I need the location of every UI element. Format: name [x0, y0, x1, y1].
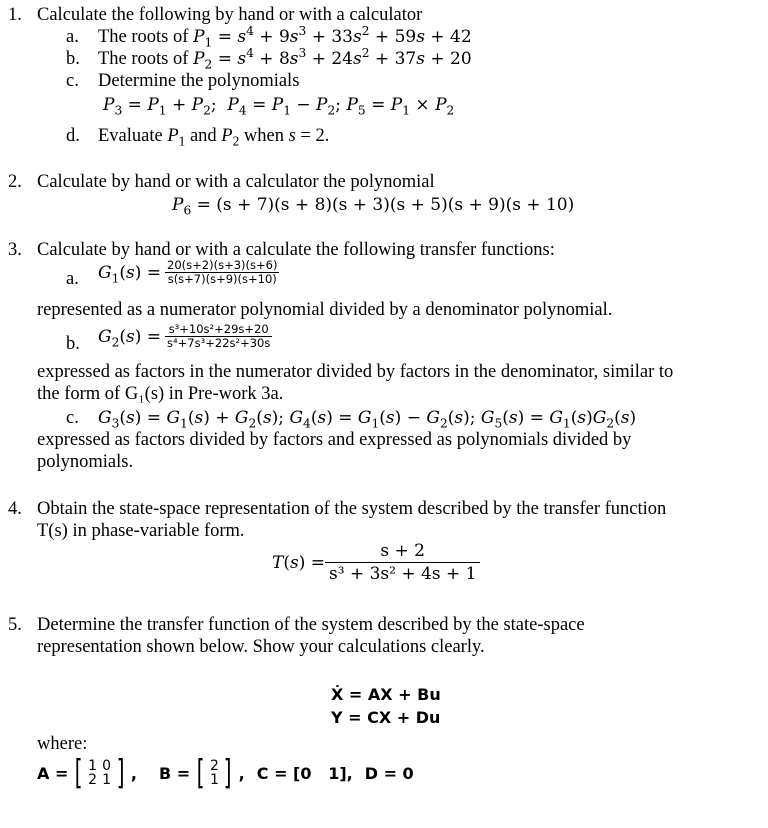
q3a-fraction [165, 259, 279, 286]
q3b-fraction [165, 323, 272, 350]
q1d-text-3: when [243, 126, 284, 146]
q1c-text: Determine the polynomials [98, 71, 300, 91]
q1-text: Calculate the following by hand or with a calculator [37, 5, 423, 25]
q1d-line: Evaluate $P_1$ and $P_2$ when s = 2. [98, 126, 330, 149]
q1-number: 1. [8, 5, 22, 25]
q3-number: 3. [8, 240, 22, 260]
q2-number: 2. [8, 172, 22, 192]
q3a-denominator: s(s+7)(s+9)(s+10) [167, 272, 277, 286]
q4-equation: T(s) = $\frac{s + 2}{\text{s³ + 3s² + 4s + 1}}$ [272, 540, 480, 585]
q3c-label: c. [66, 408, 79, 428]
matrix-a-cell: 0 [102, 758, 112, 774]
q5-text-2: representation shown below. Show your calculations clearly. [37, 637, 485, 657]
q1c-label: c. [66, 71, 79, 91]
q1b-text: The roots of [98, 49, 189, 69]
q5-where: where: [37, 734, 88, 754]
q5-matrices: A = [ 1 0 2 1 ] , B = [ 2 1 ] , C = [0 1], D = 0 [37, 753, 414, 793]
q3a-numerator: 20(s+2)(s+3)(s+6) [167, 258, 278, 272]
q4-text-1: Obtain the state-space representation of the system described by the transfer function [37, 499, 667, 519]
q5-state-eq: Ẋ = AX + Bu [331, 685, 441, 704]
matrix-d: D = 0 [364, 763, 414, 783]
matrix-a-cell: 1 [102, 772, 112, 788]
matrix-a-cell: 1 [88, 758, 98, 774]
q1d-label: d. [66, 126, 80, 146]
q4-numerator: s + 2 [380, 541, 425, 561]
q3a-label: a. [66, 269, 79, 289]
q1b-equation: $P_2 = s^4 + 8s^3 + 24s^2 + 37s + 20$ [193, 45, 472, 72]
q5-output-eq: Y = CX + Du [331, 708, 441, 727]
q3b-equation: $G_2(s)$ = $\frac{\text{s³+10s²+29s+20}}{\text{s⁴+7s³+22s²+30s}}$ [98, 322, 271, 350]
matrix-a-label: A = [37, 763, 69, 783]
q3a-after: represented as a numerator polynomial divided by a denominator polynomial. [37, 300, 613, 320]
q1c-equation: $P_3 = P_1 + P_2$; $P_4 = P_1 - P_2$; $P_5 = P_1 \times P_2$ [103, 95, 455, 118]
matrix-b-cell: 2 [209, 758, 219, 774]
q3b-label: b. [66, 334, 80, 354]
q1b-line [98, 45, 472, 72]
q1a-equation: $P_1 = s^4 + 9s^3 + 33s^2 + 59s + 42$ [193, 23, 472, 50]
q3b-numerator: s³+10s²+29s+20 [168, 322, 269, 336]
q4-number: 4. [8, 499, 22, 519]
q1a-line [98, 23, 472, 50]
q1a-text: The roots of [98, 27, 189, 47]
q3b-after-2: the form of G₁(s) in Pre-work 3a. [37, 384, 284, 404]
q3a-equation: $G_1(s)$ = $\frac{20(s+2)(s+3)(s+6)}{s(s+7)(s+9)(s+10)}$ [98, 258, 278, 286]
q2-text: Calculate by hand or with a calculator the polynomial [37, 172, 435, 192]
q5-number: 5. [8, 615, 22, 635]
q4-text-2: T(s) in phase-variable form. [37, 521, 245, 541]
q3c-equation: $G_3(s) = G_1(s) + G_2(s)$; $G_4(s) = G_1(s) - G_2(s)$; $G_5(s) = G_1(s)G_2(s)$ [98, 408, 637, 431]
q3c-after-2: polynomials. [37, 452, 134, 472]
q3c-after-1: expressed as factors divided by factors and expressed as polynomials divided by [37, 430, 632, 450]
q3-text: Calculate by hand or with a calculate the following transfer functions: [37, 240, 555, 260]
q4-denominator: s³ + 3s² + 4s + 1 [329, 564, 477, 584]
matrix-a: [ 1 0 2 1 ] [75, 753, 125, 793]
q3b-denominator: s⁴+7s³+22s²+30s [167, 336, 271, 350]
q1d-text-4: = 2. [300, 126, 330, 146]
q1b-label: b. [66, 49, 80, 69]
matrix-c: C = [0 1], [256, 763, 353, 783]
matrix-b-label: B = [158, 763, 191, 783]
q2-expr: = (s + 7)(s + 8)(s + 3)(s + 5)(s + 9)(s + 10) [196, 195, 575, 215]
q3b-after-1: expressed as factors in the numerator divided by factors in the denominator, similar to [37, 362, 674, 382]
q2-equation: $P_6 = (s + 7)(s + 8)(s + 3)(s + 5)(s + 9)(s + 10)$ [172, 195, 575, 218]
q1d-text-1: Evaluate [98, 126, 163, 146]
q4-fraction [325, 540, 480, 585]
q1a-label: a. [66, 27, 79, 47]
matrix-a-cell: 2 [88, 772, 98, 788]
q5-text-1: Determine the transfer function of the system described by the state-space [37, 615, 585, 635]
q1d-text-2: and [189, 126, 217, 146]
matrix-b-cell: 1 [209, 772, 219, 788]
matrix-b: [ 2 1 ] [196, 753, 233, 793]
